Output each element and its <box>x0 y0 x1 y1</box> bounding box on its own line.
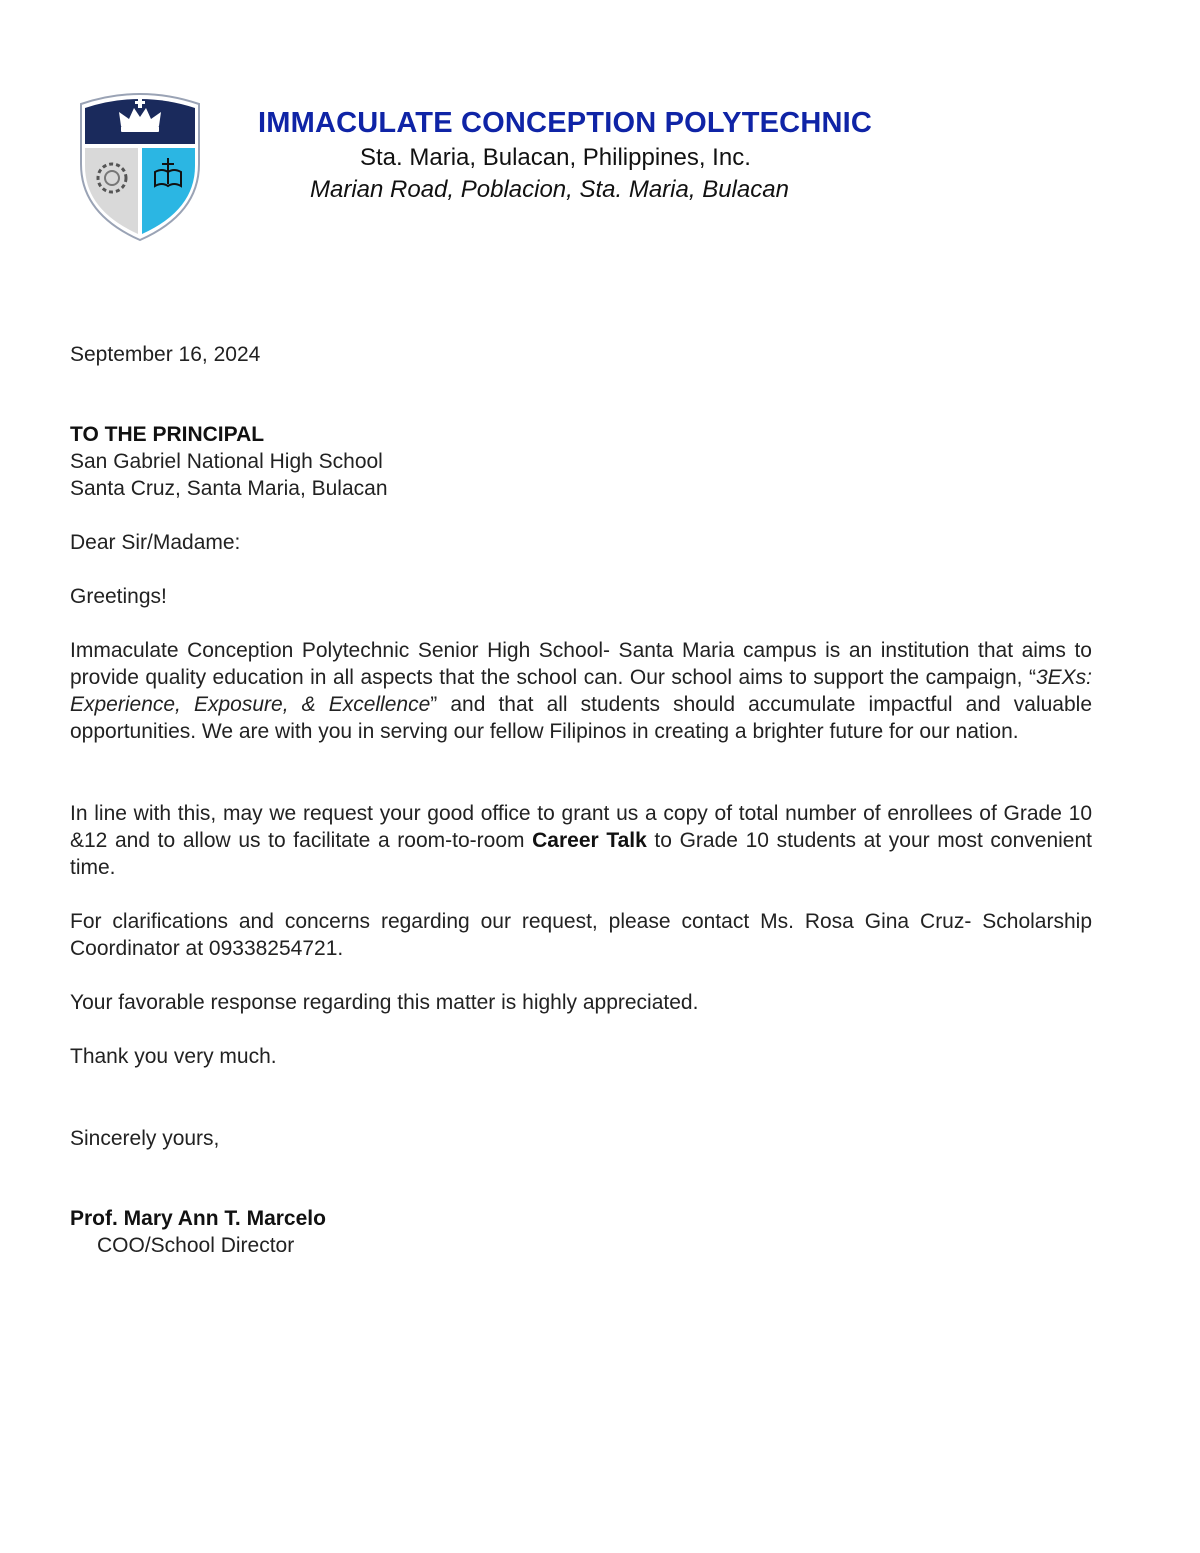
recipient-school: San Gabriel National High School <box>70 450 383 473</box>
paragraph-request <box>70 800 1092 881</box>
paragraph-contact-text: For clarifications and concerns regarding our request, please contact Ms. Rosa Gina Cruz- Scholarship Coordinator at 09338254721. <box>70 910 1092 960</box>
school-location-subtitle: Sta. Maria, Bulacan, Philippines, Inc. <box>360 144 751 171</box>
recipient-address: Santa Cruz, Santa Maria, Bulacan <box>70 477 388 500</box>
salutation: Dear Sir/Madame: <box>70 531 241 554</box>
paragraph-appreciation: Your favorable response regarding this matter is highly appreciated. <box>70 991 699 1014</box>
recipient-title: TO THE PRINCIPAL <box>70 423 265 446</box>
school-address: Marian Road, Poblacion, Sta. Maria, Bulacan <box>310 176 789 203</box>
paragraph-request-part1: In line with this, may we request your good office to grant us a copy of total number of enrollees of Grade 10 &12 and to allow us to facilitate a room-to-room <box>70 802 1092 852</box>
closing: Sincerely yours, <box>70 1127 220 1150</box>
campaign-name: 3EXs: Experience, Exposure, & Excellence <box>70 666 1092 716</box>
school-name-title: IMMACULATE CONCEPTION POLYTECHNIC <box>258 107 872 139</box>
paragraph-intro-part1: Immaculate Conception Polytechnic Senior High School- Santa Maria campus is an institution that aims to provide quality education in all aspects that the school can. Our school aims to support the campaign, “ <box>70 639 1092 689</box>
greeting: Greetings! <box>70 585 167 608</box>
signatory-title: COO/School Director <box>97 1234 295 1257</box>
paragraph-intro <box>70 637 1092 745</box>
school-crest-logo <box>75 86 205 242</box>
paragraph-request-part2: to Grade 10 students at your most convenient time. <box>70 829 1092 879</box>
signatory-name: Prof. Mary Ann T. Marcelo <box>70 1207 326 1230</box>
paragraph-intro-part2: ” and that all students should accumulate impactful and valuable opportunities. We are with you in serving our fellow Filipinos in creating a brighter future for our nation. <box>70 693 1093 743</box>
letter-date: September 16, 2024 <box>70 343 261 366</box>
career-talk-highlight: Career Talk <box>532 829 647 852</box>
paragraph-contact <box>70 908 1092 962</box>
paragraph-thanks: Thank you very much. <box>70 1045 277 1068</box>
